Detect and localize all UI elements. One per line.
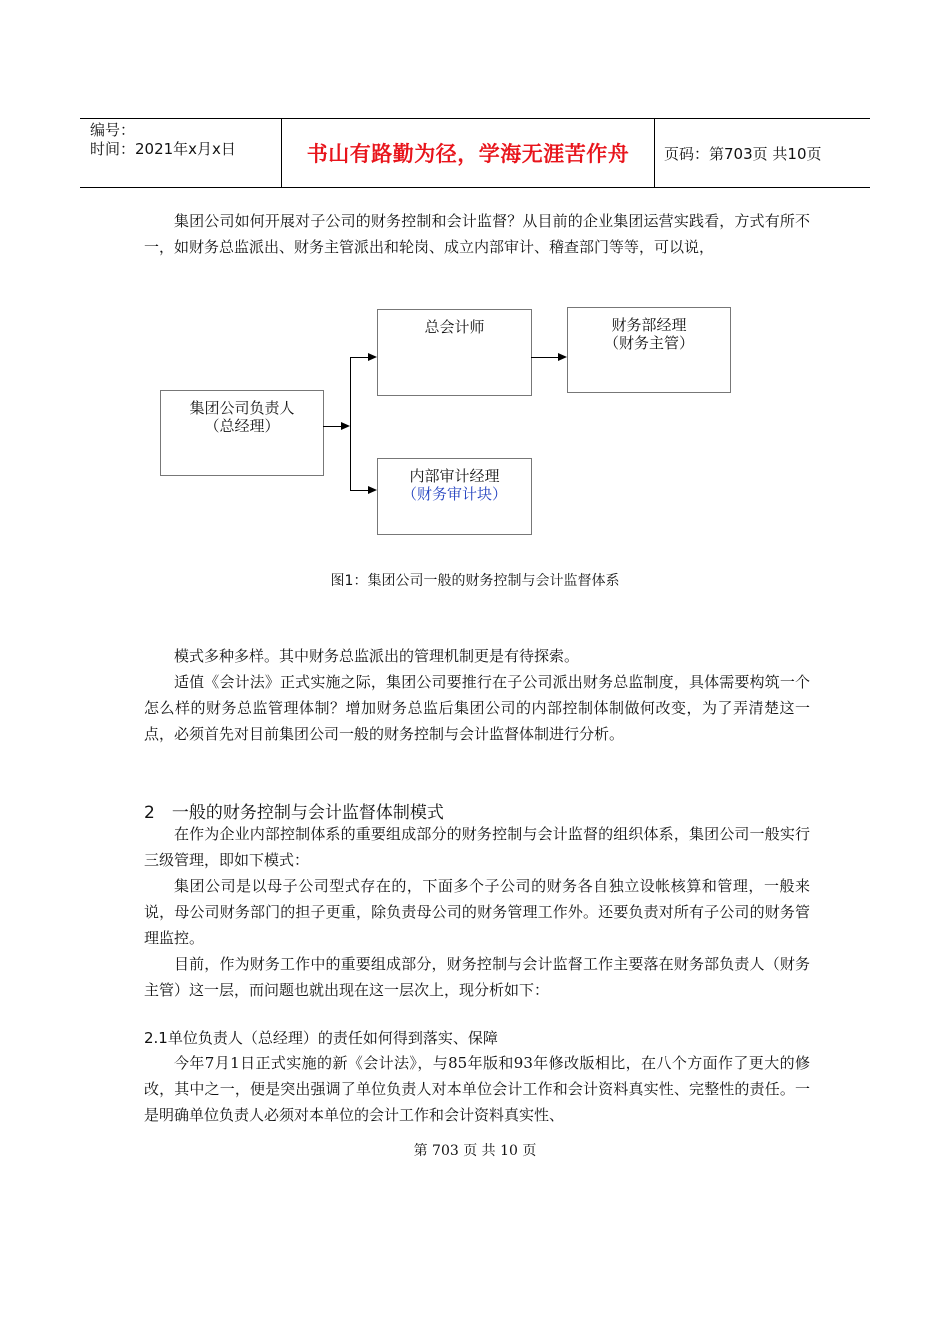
connector-line [323,426,341,427]
header-divider [654,119,655,187]
number-label: 编号： [90,121,136,139]
connector-line [350,490,368,491]
connector-line [531,357,558,358]
box-finance-manager-title: 财务部经理 [611,316,687,334]
connector-line [350,357,368,358]
connector-line [350,357,351,491]
box-group-head-title: 集团公司负责人 [189,399,295,417]
box-finance-manager-sub: （财务主管） [603,334,694,352]
paragraph: 适值《会计法》正式实施之际，集团公司要推行在子公司派出财务总监制度，具体需要构筑一个怎么样的财务总监管理体制？增加财务总监后集团公司的内部控制体制做何改变，为了弄清楚这一点，必须首先对目前集团公司一般的财务控制与会计监督体制进行分析。 [144,673,810,743]
box-internal-audit-title: 内部审计经理 [409,467,500,485]
box-group-head-sub: （总经理） [204,417,280,435]
paragraph: 集团公司是以母子公司型式存在的，下面多个子公司的财务各自独立设帐核算和管理，一般来说，母公司财务部门的担子更重，除负责母公司的财务管理工作外。还要负责对所有子公司的财务管理监控。 [144,877,810,947]
figure-caption: 图1：集团公司一般的财务控制与会计监督体系 [330,573,620,589]
section-heading-2: 2 一般的财务控制与会计监督体制模式 [144,803,444,823]
arrow-head [368,353,377,361]
header-left-cell [90,121,236,159]
header-page-info: 页码：第703页 共10页 [664,144,822,163]
header-motto: 书山有路勤为径，学海无涯苦作舟 [306,142,630,166]
arrow-head [558,353,567,361]
box-group-head [160,390,324,476]
arrow-head [341,422,350,430]
paragraph: 今年7月1日正式实施的新《会计法》，与85年版和93年修改版相比，在八个方面作了更大的修改，其中之一，便是突出强调了单位负责人对本单位会计工作和会计资料真实性、完整性的责任。一是明确单位负责人必须对本单位的会计工作和会计资料真实性、 [144,1054,810,1124]
box-chief-accountant-title: 总会计师 [424,318,485,336]
paragraph: 模式多种多样。其中财务总监派出的管理机制更是有待探索。 [174,647,580,665]
paragraph-intro: 集团公司如何开展对子公司的财务控制和会计监督？从目前的企业集团运营实践看，方式有所不一，如财务总监派出、财务主管派出和轮岗、成立内部审计、稽查部门等等，可以说， [144,212,810,256]
time-label: 时间：2021年x月x日 [90,140,236,158]
paragraph: 在作为企业内部控制体系的重要组成部分的财务控制与会计监督的组织体系，集团公司一般实行三级管理，即如下模式： [144,825,810,869]
box-internal-audit [377,458,532,535]
document-header [80,118,870,188]
section-heading-2-1: 2.1单位负责人（总经理）的责任如何得到落实、保障 [144,1029,498,1047]
page-footer: 第 703 页 共 10 页 [413,1143,537,1159]
box-finance-manager [567,307,731,393]
arrow-head [368,486,377,494]
paragraph: 目前，作为财务工作中的重要组成部分，财务控制与会计监督工作主要落在财务部负责人（财务主管）这一层，而问题也就出现在这一层次上，现分析如下： [144,955,810,999]
box-internal-audit-sub: （财务审计块） [401,485,507,503]
box-chief-accountant [377,309,532,396]
